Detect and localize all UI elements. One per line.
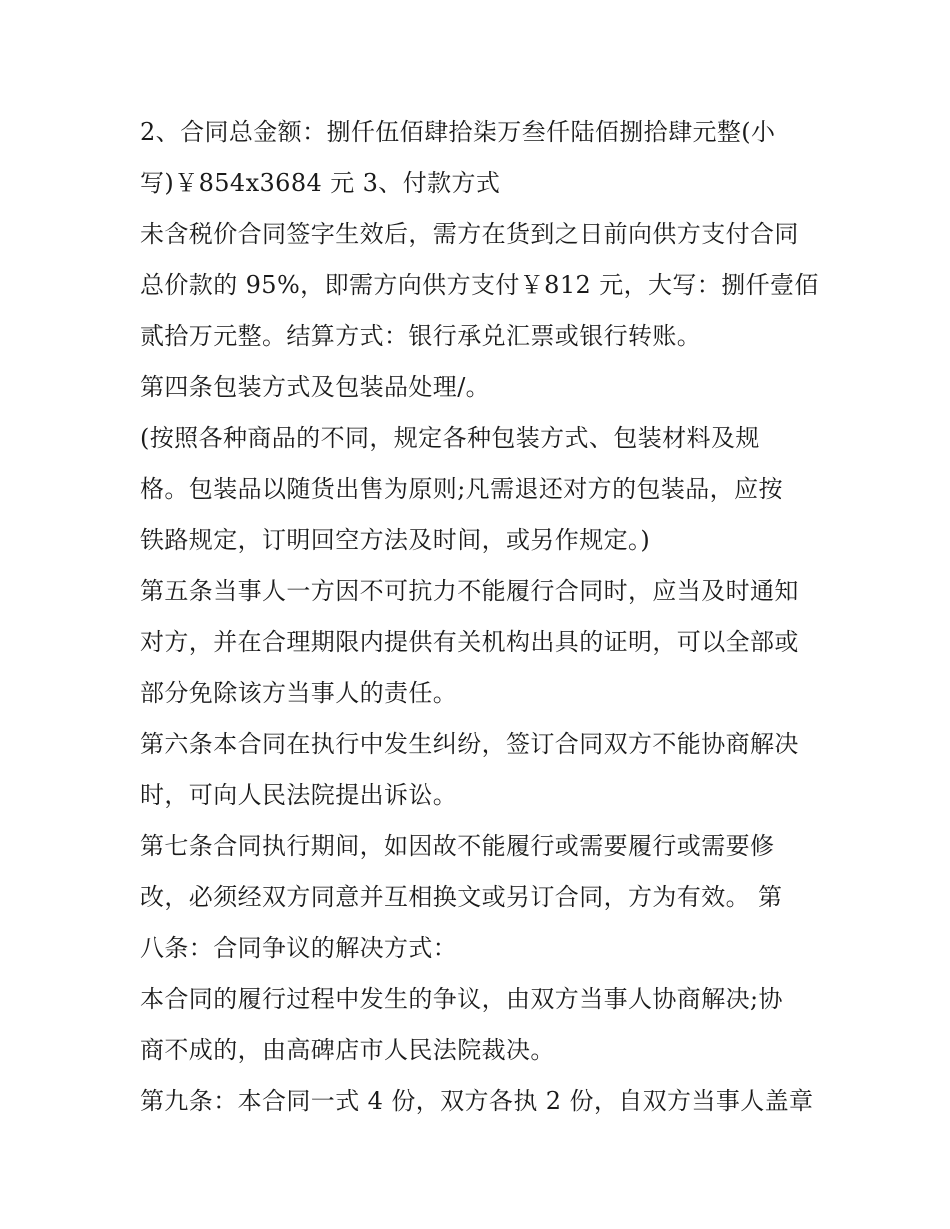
text-line: 部分免除该方当事人的责任。 bbox=[140, 679, 458, 707]
text-line: 第九条：本合同一式 4 份，双方各执 2 份，自双方当事人盖章 bbox=[140, 1087, 814, 1115]
text-line: 贰拾万元整。结算方式：银行承兑汇票或银行转账。 bbox=[140, 322, 702, 350]
text-line: (按照各种商品的不同，规定各种包装方式、包装材料及规 bbox=[140, 424, 760, 452]
text-line: 第五条当事人一方因不可抗力不能履行合同时，应当及时通知 bbox=[140, 577, 799, 605]
text-line: 商不成的，由高碑店市人民法院裁决。 bbox=[140, 1036, 555, 1064]
text-line: 格。包装品以随货出售为原则;凡需退还对方的包装品，应按 bbox=[140, 475, 783, 503]
text-line: 对方，并在合理期限内提供有关机构出具的证明，可以全部或 bbox=[140, 628, 799, 656]
text-line: 未含税价合同签字生效后，需方在货到之日前向供方支付合同 bbox=[140, 220, 799, 248]
text-line: 第七条合同执行期间，如因故不能履行或需要履行或需要修 bbox=[140, 832, 775, 860]
text-line: 铁路规定，订明回空方法及时间，或另作规定。) bbox=[140, 526, 651, 554]
text-line: 时，可向人民法院提出诉讼。 bbox=[140, 781, 458, 809]
text-line: 改，必须经双方同意并互相换文或另订合同，方为有效。 第 bbox=[140, 883, 783, 911]
text-line: 2、合同总金额：捌仟伍佰肆拾柒万叁仟陆佰捌拾肆元整(小 bbox=[140, 118, 776, 146]
text-line: 第四条包装方式及包装品处理/。 bbox=[140, 373, 491, 401]
text-line: 第六条本合同在执行中发生纠纷，签订合同双方不能协商解决 bbox=[140, 730, 799, 758]
text-line: 总价款的 95%，即需方向供方支付￥812 元，大写：捌仟壹佰 bbox=[140, 271, 819, 299]
text-line: 八条：合同争议的解决方式： bbox=[140, 934, 458, 962]
text-line: 写)￥854x3684 元 3、付款方式 bbox=[140, 169, 501, 197]
text-line: 本合同的履行过程中发生的争议，由双方当事人协商解决;协 bbox=[140, 985, 783, 1013]
